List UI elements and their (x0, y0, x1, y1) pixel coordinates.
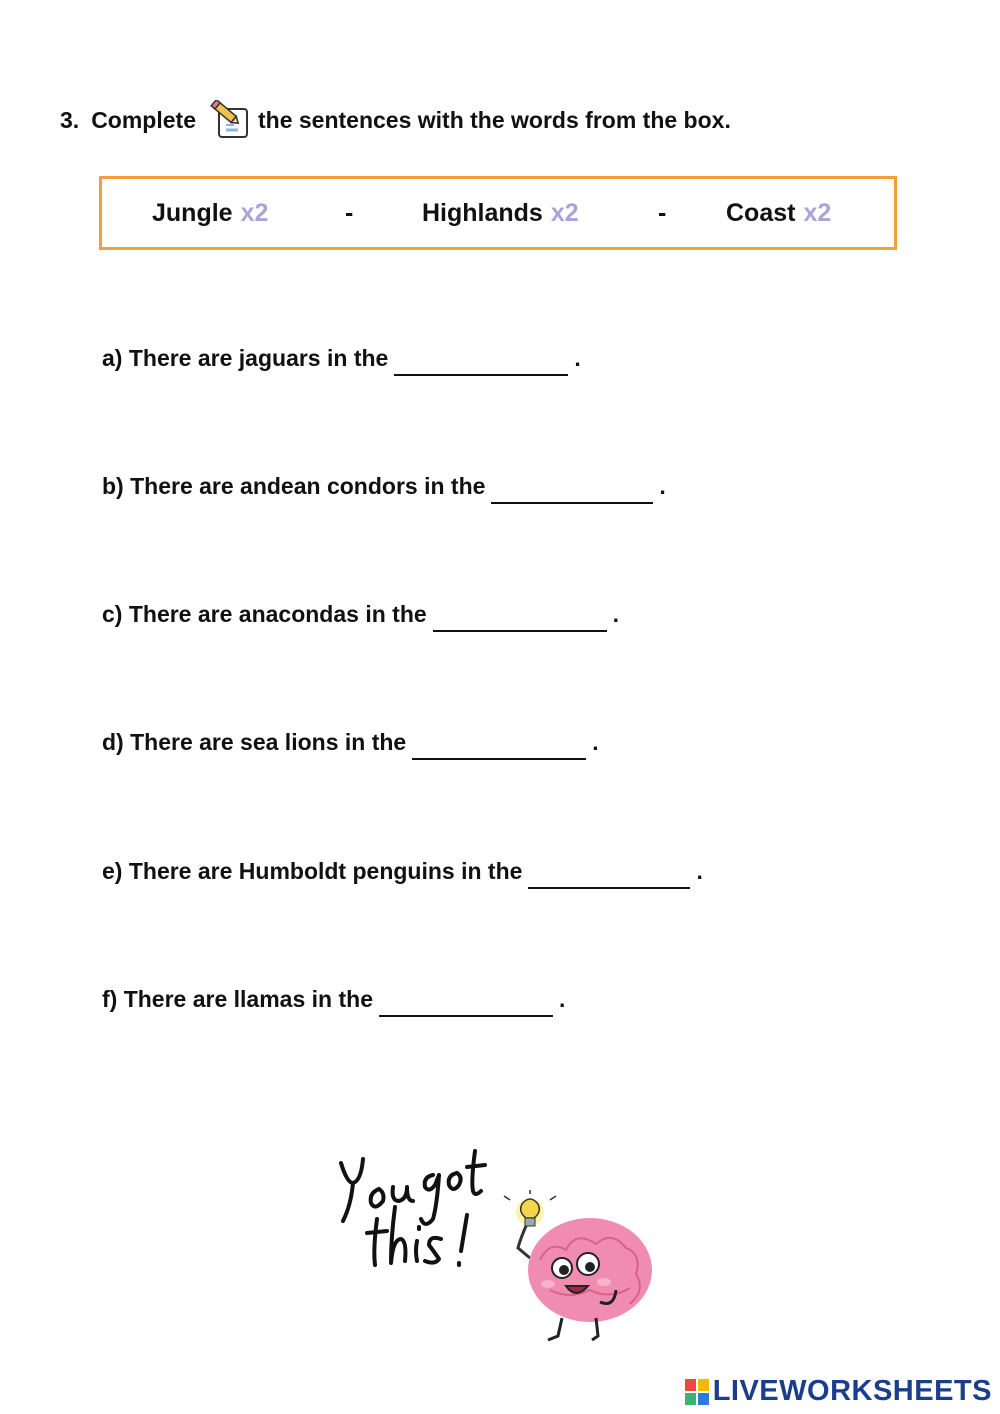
answer-input-e[interactable] (528, 861, 690, 889)
answer-input-a[interactable] (394, 348, 568, 376)
word-coast: Coast x2 (726, 199, 832, 227)
brand-name: LIVEWORKSHEETS (712, 1375, 992, 1407)
brain-mascot-icon (500, 1190, 660, 1350)
question-number: 3. (60, 106, 80, 133)
answer-input-f[interactable] (379, 989, 553, 1017)
sentence-d: d) There are sea lions in the . (102, 729, 599, 760)
sentence-a: a) There are jaguars in the . (102, 345, 581, 376)
answer-input-c[interactable] (433, 604, 607, 632)
instruction (60, 100, 731, 140)
sentence-f: f) There are llamas in the . (102, 986, 565, 1017)
instruction-text-start: Complete (91, 106, 196, 133)
word-box (99, 176, 897, 250)
sentence-e: e) There are Humboldt penguins in the . (102, 858, 703, 889)
separator: - (345, 199, 354, 227)
instruction-text-end: the sentences with the words from the box. (257, 106, 731, 133)
word-highlands: Highlands x2 (422, 199, 579, 227)
answer-input-d[interactable] (412, 732, 586, 760)
you-got-this-lettering (333, 1145, 503, 1275)
separator: - (658, 199, 667, 227)
answer-input-b[interactable] (491, 476, 653, 504)
liveworksheets-logo (685, 1375, 992, 1408)
sentence-c: c) There are anacondas in the . (102, 601, 619, 632)
sentence-b: b) There are andean condors in the . (102, 473, 666, 504)
word-jungle: Jungle x2 (152, 199, 269, 227)
pencil-paper-icon (210, 100, 252, 140)
logo-icon (685, 1379, 709, 1405)
